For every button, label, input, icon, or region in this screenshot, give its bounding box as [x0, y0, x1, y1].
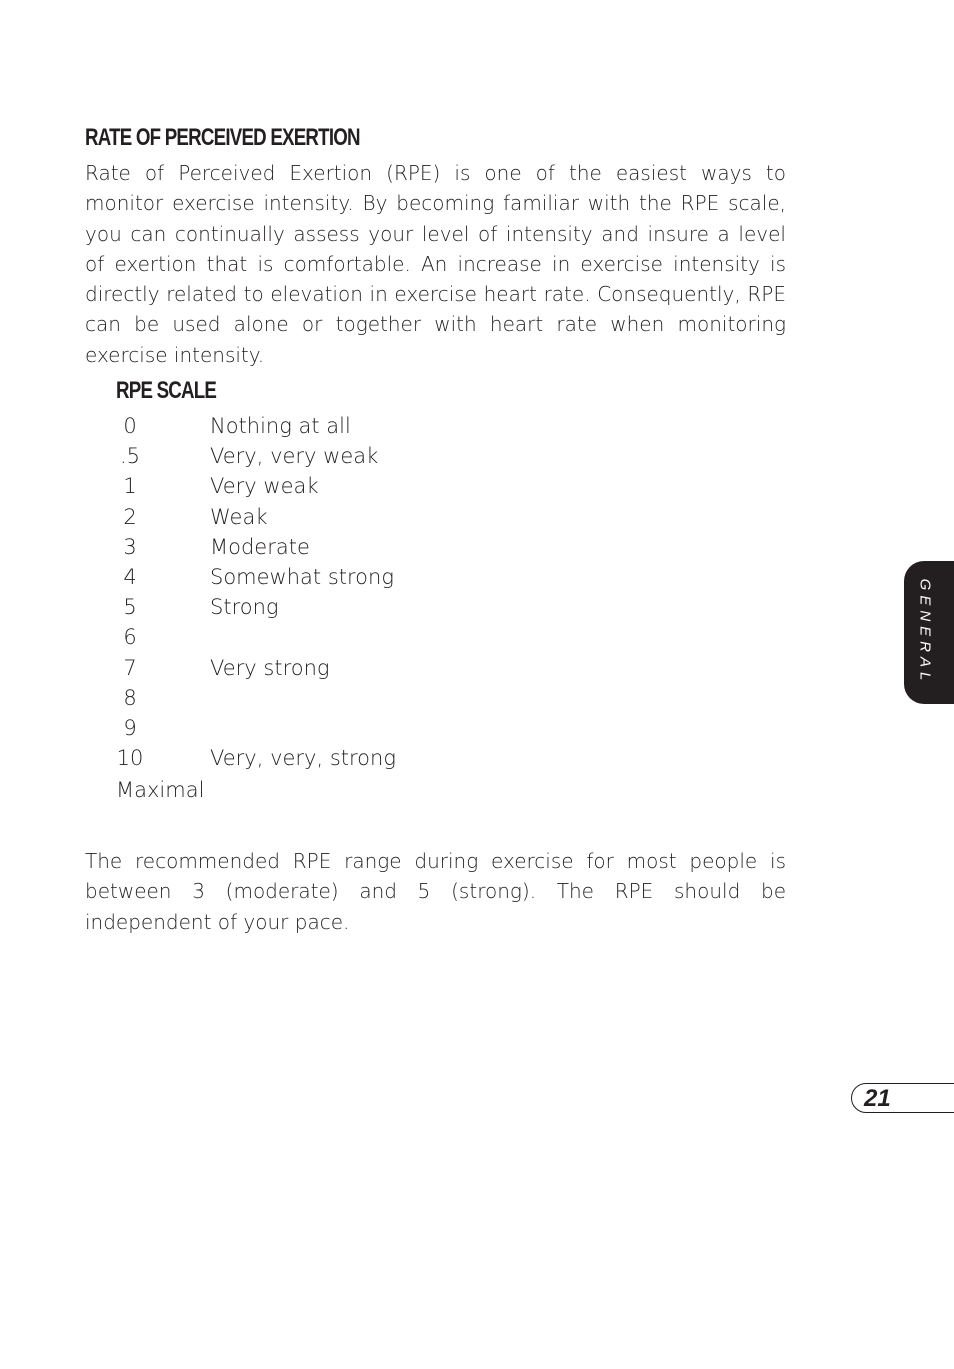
rpe-value: 1 [123, 474, 137, 499]
rpe-value: 7 [123, 655, 137, 680]
rpe-row [116, 592, 279, 622]
rpe-row [116, 471, 319, 501]
recommendation-paragraph: The recommended RPE range during exercise for most people is between 3 (moderate) and 5 (strong). The RPE should be independent of your pace. [85, 849, 786, 934]
rpe-description: Moderate [210, 534, 310, 559]
rpe-row [116, 411, 351, 441]
rpe-value: 5 [123, 595, 137, 620]
rpe-row [116, 622, 144, 652]
rpe-row [116, 743, 396, 773]
rpe-value: .5 [119, 444, 141, 469]
section-heading: RATE OF PERCEIVED EXERTION [85, 124, 360, 151]
rpe-description: Weak [210, 504, 268, 529]
rpe-row [116, 713, 144, 743]
rpe-scale-list [116, 411, 396, 773]
rpe-row [116, 562, 394, 592]
rpe-value: 10 [116, 746, 144, 771]
rpe-description: Very strong [210, 655, 330, 680]
rpe-description: Very, very, strong [210, 746, 396, 771]
rpe-value: 2 [123, 504, 137, 529]
rpe-row [116, 653, 330, 683]
rpe-value: 8 [123, 685, 137, 710]
rpe-row [116, 441, 379, 471]
rpe-row [116, 502, 268, 532]
rpe-description: Very weak [210, 474, 319, 499]
rpe-value: 6 [123, 625, 137, 650]
rpe-value: 3 [123, 534, 137, 559]
rpe-value: 9 [123, 715, 137, 740]
rpe-maximal-label: Maximal [116, 778, 205, 802]
section-tab-label: GENERAL [916, 578, 934, 686]
rpe-value: 4 [123, 564, 137, 589]
rpe-value: 0 [123, 414, 137, 438]
rpe-description: Strong [210, 595, 279, 620]
rpe-description: Nothing at all [210, 414, 351, 438]
rpe-row [116, 683, 144, 713]
rpe-scale-heading: RPE SCALE [116, 377, 217, 404]
intro-paragraph: Rate of Perceived Exertion (RPE) is one of the easiest ways to monitor exercise intensity. By becoming familiar with the RPE scale, you can continually assess your level of intensity and insure a level of exertion that is comfortable. An increase in exercise intensity is directly related to elevation in exercise heart rate. Consequently, RPE can be used alone or together with heart rate when monitoring exercise intensity. [85, 161, 786, 367]
rpe-row [116, 532, 310, 562]
rpe-description: Somewhat strong [210, 564, 394, 589]
page-number: 21 [864, 1085, 891, 1112]
rpe-description: Very, very weak [210, 444, 379, 469]
